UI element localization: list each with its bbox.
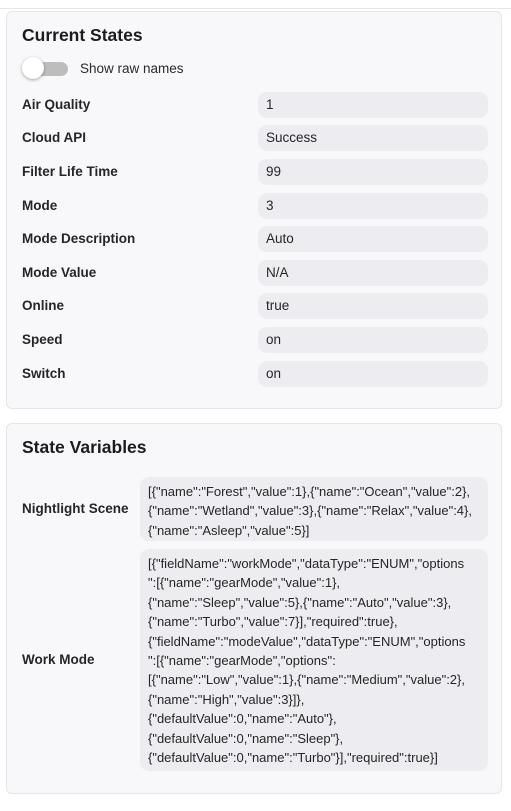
state-label: Cloud API	[22, 130, 86, 145]
state-row-speed	[7, 327, 501, 353]
state-label: Air Quality	[22, 97, 91, 112]
state-row-cloud-api	[7, 125, 501, 151]
state-value: on	[258, 327, 488, 353]
state-value: N/A	[258, 260, 488, 286]
state-row-mode	[7, 193, 501, 219]
show-raw-names-label: Show raw names	[80, 61, 184, 76]
state-label: Mode Description	[22, 231, 136, 246]
variable-label: Work Mode	[22, 652, 95, 667]
state-label: Mode	[22, 198, 58, 213]
state-value: Auto	[258, 226, 488, 252]
state-row-online	[7, 293, 501, 319]
state-row-mode-description	[7, 226, 501, 252]
state-label: Filter Life Time	[22, 164, 118, 179]
variable-value: [{"fieldName":"workMode","dataType":"ENUM","options ":[{"name":"gearMode","value":1}, {"name":"Sleep","value":5},{"name":"Auto","value":3}, {"name":"Turbo","value":7}],"required":true}, {"fieldName":"modeValue","dataType":"ENUM","options ":[{"name":"gearMode","options": [{"name":"Low","value":1},{"name":"Medium","value":2}, {"name":"High","value":3}]}, {"defaultValue":0,"name":"Auto"}, {"defaultValue":0,"name":"Sleep"}, {"defaultValue":0,"name":"Turbo"}],"required":true}]	[140, 549, 488, 771]
state-value: true	[258, 293, 488, 319]
state-variables-card	[6, 423, 502, 794]
show-raw-names-toggle[interactable]	[22, 59, 68, 77]
state-value: 3	[258, 193, 488, 219]
state-label: Switch	[22, 366, 66, 381]
variable-value: [{"name":"Forest","value":1},{"name":"Ocean","value":2}, {"name":"Wetland","value":3},{"name":"Relax","value":4}, {"name":"Asleep","value":5}]	[140, 477, 488, 541]
state-row-switch	[7, 361, 501, 387]
state-value: on	[258, 361, 488, 387]
state-value: Success	[258, 125, 488, 151]
state-row-filter-life-time	[7, 159, 501, 185]
toggle-thumb	[22, 57, 44, 79]
state-row-mode-value	[7, 260, 501, 286]
state-label: Speed	[22, 332, 63, 347]
state-label: Online	[22, 298, 65, 313]
state-row-air-quality	[7, 92, 501, 118]
state-label: Mode Value	[22, 265, 97, 280]
state-value: 1	[258, 92, 488, 118]
top-divider	[0, 8, 511, 9]
state-variables-title: State Variables	[22, 437, 147, 457]
state-value: 99	[258, 159, 488, 185]
current-states-card	[6, 11, 502, 409]
current-states-title: Current States	[22, 25, 143, 45]
variable-label: Nightlight Scene	[22, 501, 129, 516]
